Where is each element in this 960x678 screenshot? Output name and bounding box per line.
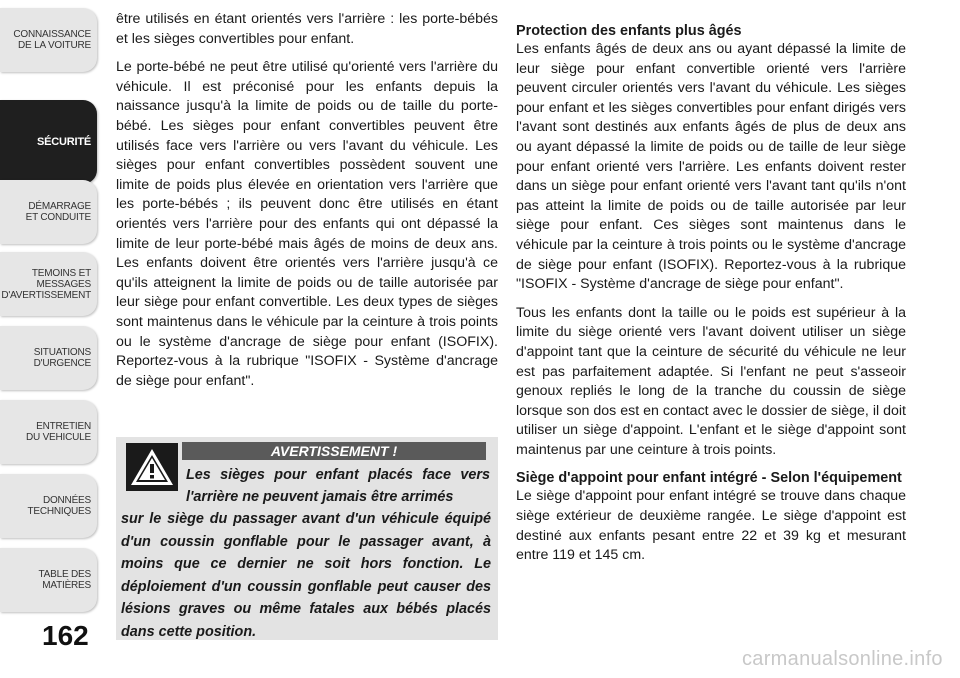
tab-label: ENTRETIEN <box>36 421 91 432</box>
warning-text: Les sièges pour enfant placés face vers l'arrière ne peuvent jamais être arrimés <box>186 467 490 505</box>
warning-title: AVERTISSEMENT ! <box>182 442 486 460</box>
tab-securite[interactable] <box>0 100 97 184</box>
tab-label: D'URGENCE <box>33 358 91 369</box>
chapter-tabs <box>0 0 100 678</box>
watermark: carmanualsonline.info <box>742 648 943 670</box>
tab-label: MATIÈRES <box>42 580 91 591</box>
paragraph: Les enfants âgés de deux ans ou ayant dépassé la limite de leur siège pour enfant convertible orienté vers l'arrière peuvent circuler orientés vers l'avant du véhicule. Les sièges pour enfant et les sièges convertibles pour enfant dirigés vers l'avant sont destinés aux enfants âgés de plus de deux ans ou ayant dépassé la limite de poids ou de taille de leur siège pour enfant orienté vers l'arrière. Les enfants doivent rester dans un siège pour enfant orienté vers l'avant tant qu'ils n'ont pas atteint la limite de poids ou de taille autorisée par leur siège pour enfant. Ces sièges sont maintenus dans le véhicule par la ceinture à trois points ou le système d'ancrage de siège pour enfant (ISOFIX). Reportez-vous à la rubrique "ISOFIX - Système d'ancrage de siège pour enfant". <box>516 41 906 293</box>
tab-label: ET CONDUITE <box>25 212 91 223</box>
tab-label: DE LA VOITURE <box>18 40 91 51</box>
tab-donnees-techniques[interactable] <box>0 474 97 538</box>
tab-label: D'AVERTISSEMENT <box>1 289 91 301</box>
tab-entretien-vehicule[interactable] <box>0 400 97 464</box>
tab-label: DÉMARRAGE <box>28 201 91 212</box>
tab-connaissance-voiture[interactable] <box>0 8 97 72</box>
paragraph: Tous les enfants dont la taille ou le poids est supérieur à la limite du siège orienté vers l'avant doivent utiliser un siège d'appoint tant que la ceinture de sécurité du véhicule ne leur est pas parfaitement adaptée. Si l'enfant ne peut s'asseoir genoux repliés le long de la tranche du coussin de siège lorsque son dos est en contact avec le dossier de siège, il doit utiliser un siège d'appoint. L'enfant et le siège d'appoint sont maintenus par une ceinture à trois points. <box>516 304 906 458</box>
tab-label: TECHNIQUES <box>27 506 91 517</box>
tab-label: MESSAGES <box>36 278 91 290</box>
tab-label: SÉCURITÉ <box>36 135 91 148</box>
section-heading: Protection des enfants plus âgés <box>516 23 742 39</box>
tab-label: SITUATIONS <box>33 347 91 358</box>
tab-temoins-messages[interactable] <box>0 252 97 316</box>
tab-label: TABLE DES <box>38 569 91 580</box>
left-column <box>116 10 498 400</box>
tab-label: DONNÉES <box>42 495 91 506</box>
tab-label: DU VEHICULE <box>25 432 91 443</box>
warning-triangle-icon <box>126 443 178 491</box>
paragraph: être utilisés en étant orientés vers l'arrière : les porte-bébés et les sièges convertibles pour enfant. <box>116 11 498 47</box>
tab-label: TEMOINS ET <box>31 267 91 279</box>
tab-situations-urgence[interactable] <box>0 326 97 390</box>
warning-text: sur le siège du passager avant d'un véhicule équipé d'un coussin gonflable pour le passager avant, à moins que ce dernier ne soit hors fonction. Le déploiement d'un coussin gonflable peut causer des lésions graves ou même fatales aux bébés placés dans cette position. <box>121 511 491 640</box>
tab-table-matieres[interactable] <box>0 548 97 612</box>
page-number: 162 <box>42 620 89 651</box>
tab-demarrage-conduite[interactable] <box>0 180 97 244</box>
section-heading: Siège d'appoint pour enfant intégré - Selon l'équipement <box>516 470 902 487</box>
tab-label: CONNAISSANCE <box>13 29 91 40</box>
paragraph: Le siège d'appoint pour enfant intégré se trouve dans chaque siège extérieur de deuxième rangée. Le siège d'appoint est destiné aux enfants pesant entre 22 et 39 kg et mesurant entre 119 et 145 cm. <box>516 488 906 564</box>
right-column <box>516 22 906 575</box>
paragraph: Le porte-bébé ne peut être utilisé qu'orienté vers l'arrière du véhicule. Il est préconisé pour les enfants depuis la naissance jusqu'à la limite de poids ou de taille du porte-bébé. Les sièges pour enfant convertibles peuvent être utilisés face vers l'arrière ou vers l'avant du véhicule. Les sièges pour enfant convertibles possèdent souvent une limite de poids plus élevée en orientation vers l'arrière que les porte-bébés ; ils peuvent donc être utilisés en étant orientés vers l'arrière pour des enfants qui ont dépassé la limite de leur porte-bébé mais âgés de moins de deux ans. Les enfants doivent être orientés vers l'arrière jusqu'à ce qu'ils atteignent la limite de poids ou de taille autorisée par leur siège pour enfant convertible. Les deux types de sièges sont maintenus dans le véhicule par la ceinture à trois points ou le système d'ancrage de siège pour enfant (ISOFIX). Reportez-vous à la rubrique "ISOFIX - Système d'ancrage de siège pour enfant". <box>116 59 498 389</box>
